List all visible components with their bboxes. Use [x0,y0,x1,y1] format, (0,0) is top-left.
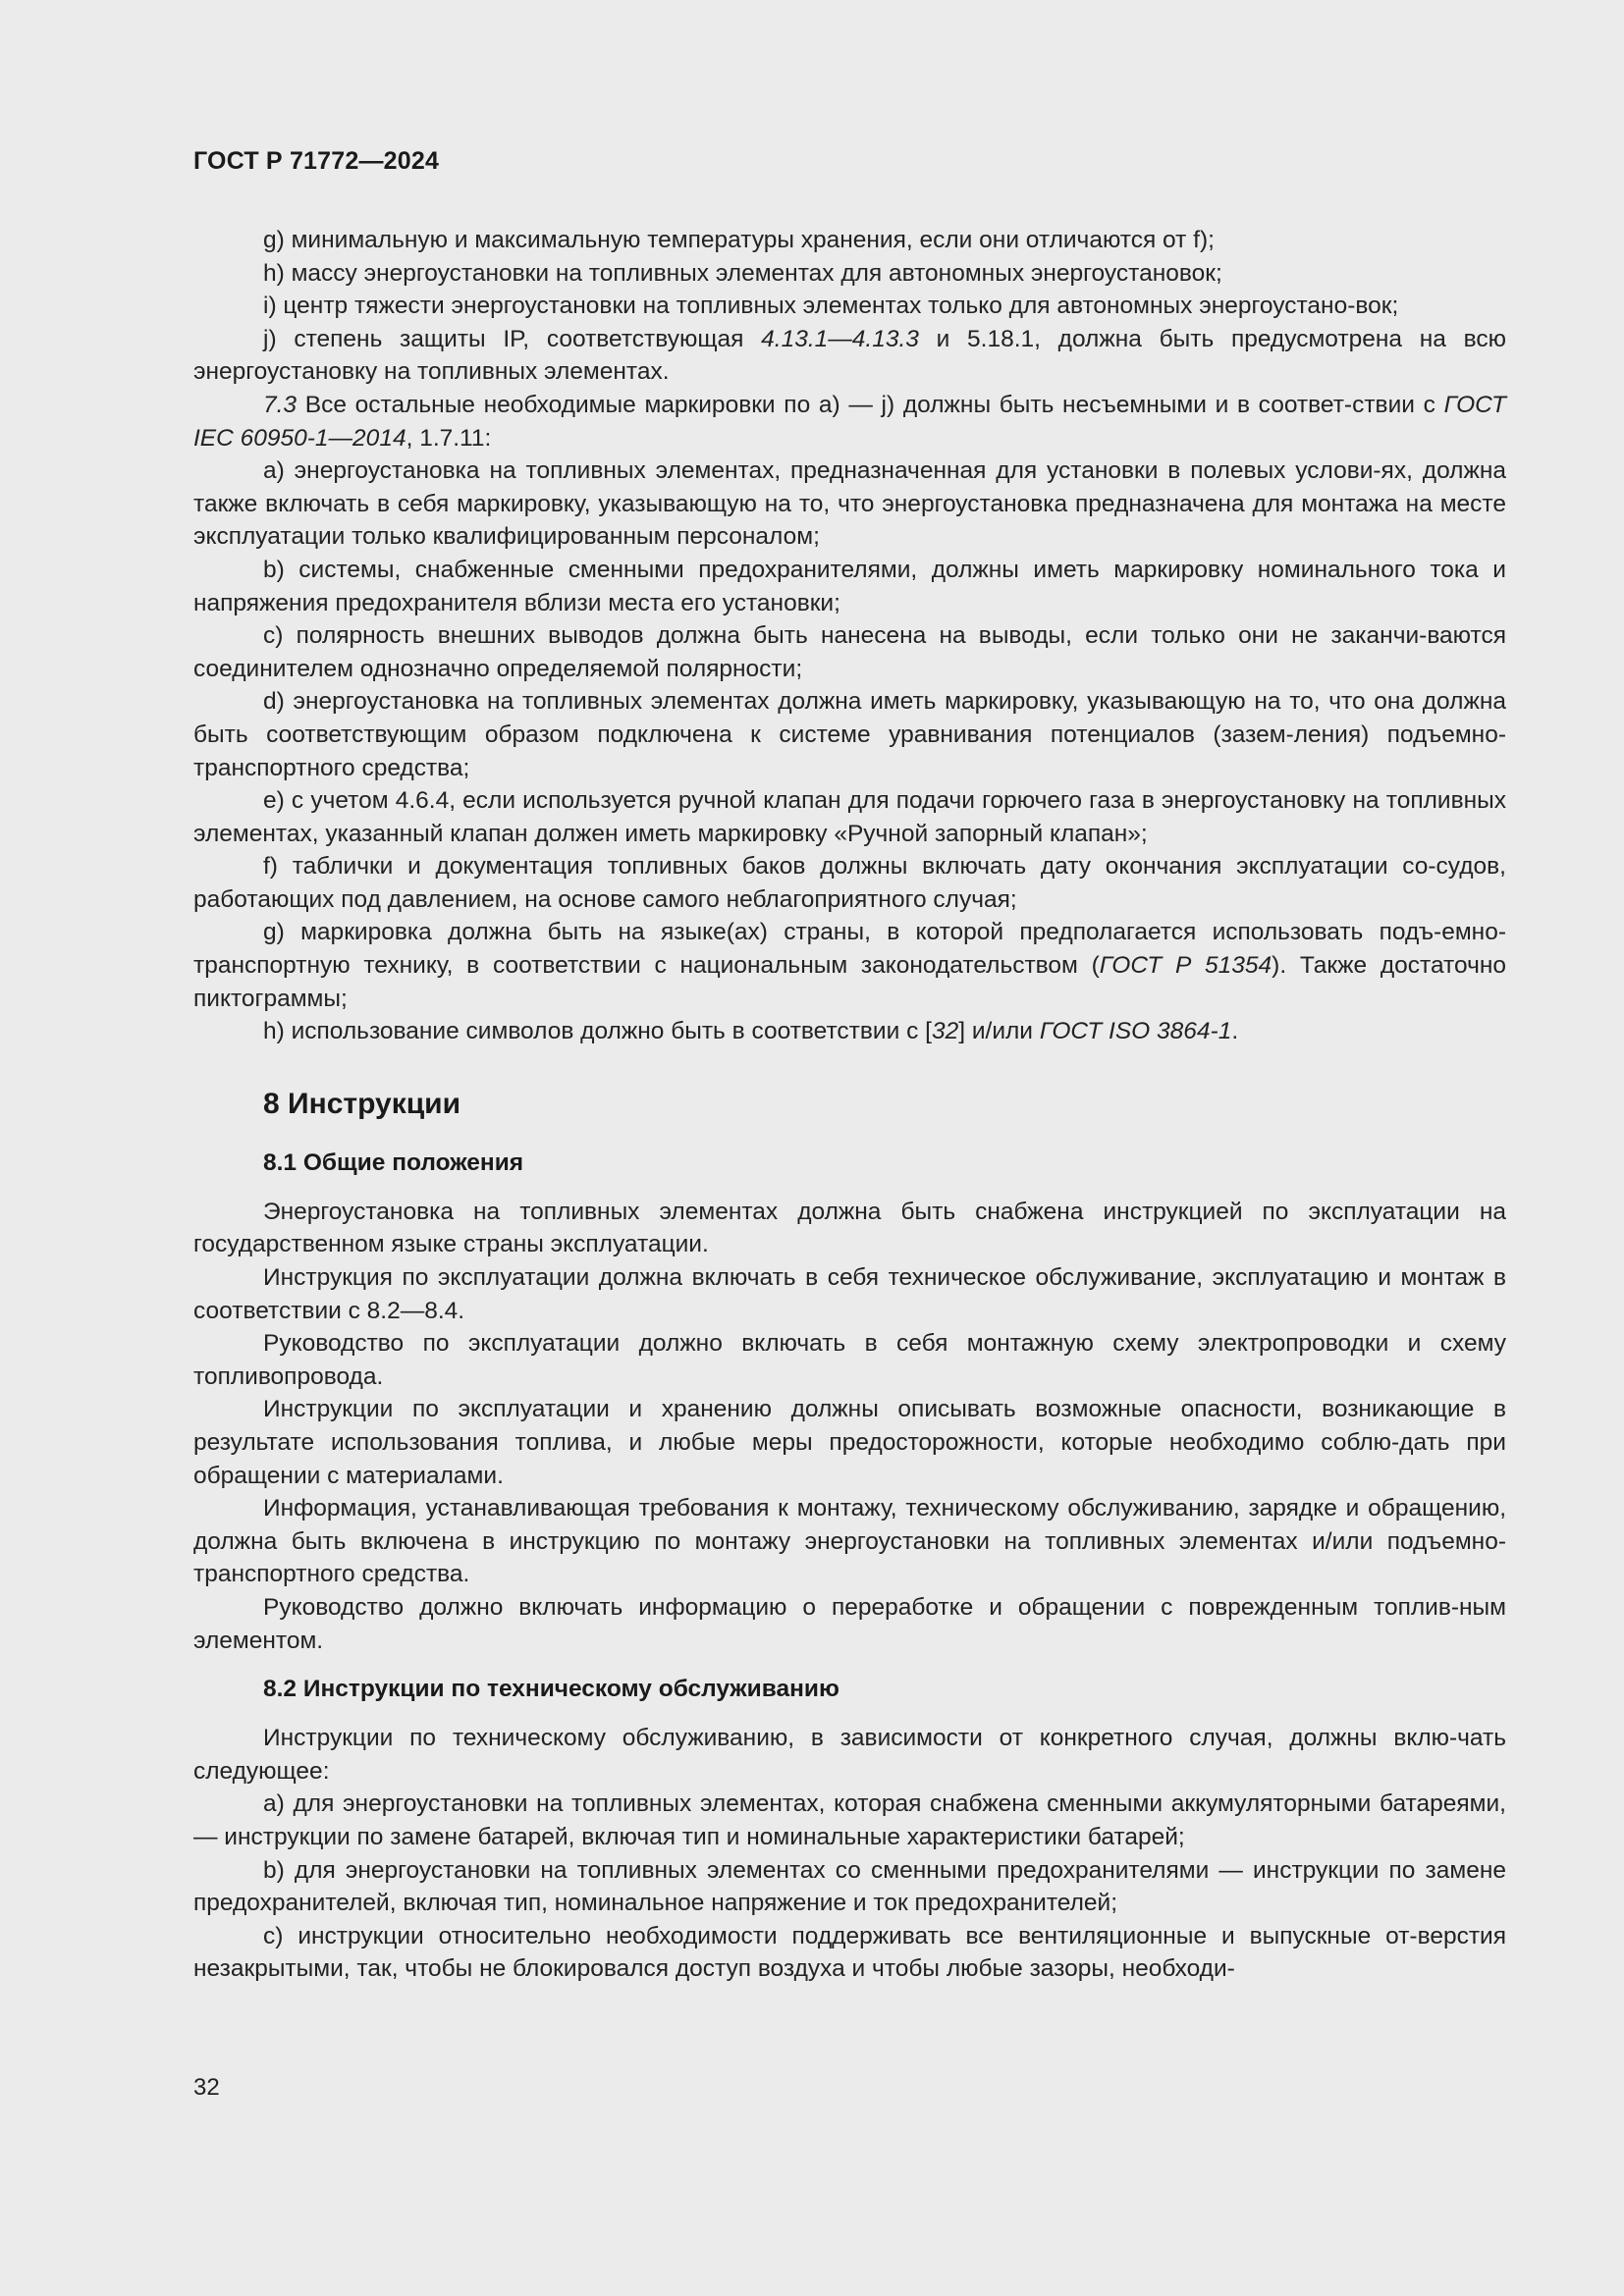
list-item-c: c) инструкции относительно необходимости поддерживать все вентиляционные и выпускные от-верстия незакрытыми, так, чтобы не блокировался доступ воздуха и чтобы любые зазоры, необходи- [193,1922,1506,1983]
paragraph: Инструкции по техническому обслуживанию, в зависимости от конкретного случая, должны вклю-чать следующее: [193,1725,1506,1785]
document-code-header: ГОСТ Р 71772—2024 [193,147,440,175]
paragraph: Энергоустановка на топливных элементах должна быть снабжена инструкцией по эксплуатации на государственном языке страны эксплуатации. [193,1198,1506,1258]
list-item-f: f) таблички и документация топливных баков должны включать дату окончания эксплуатации со-судов, работающих под давлением, на основе самого неблагоприятного случая; [193,853,1506,913]
list-item-e: e) с учетом 4.6.4, если используется ручной клапан для подачи горючего газа в энергоустановку на топливных элементах, указанный клапан должен иметь маркировку «Ручной запорный клапан»; [193,787,1506,847]
reference-standard: ГОСТ IEC 60950-1—2014 [193,391,1506,452]
page-body [193,224,1506,1986]
paragraph-item-j-ip: j) степень защиты IP, соответствующая 4.13.1—4.13.3 и 5.18.1, должна быть предусмотрена на всю энергоустановку на топливных элементах. [193,325,1506,386]
page-number: 32 [193,2074,220,2101]
list-item-a: a) энергоустановка на топливных элементах, предназначенная для установки в полевых услови-ях, должна также включать в себя маркировку, указывающую на то, что энергоустановка предназначена для монтажа на месте эксплуатации только квалифицированным персоналом; [193,457,1506,551]
reference-clauses: 4.13.1—4.13.3 [761,325,919,352]
paragraph-item-i-gravity: i) центр тяжести энергоустановки на топливных элементах только для автономных энергоустано-вок; [263,293,1399,320]
list-item-a: a) для энергоустановки на топливных элементах, которая снабжена сменными аккумуляторными батареями, — инструкции по замене батарей, включая тип и номинальные характеристики батарей; [193,1790,1506,1850]
clause-7-3: 7.3 Все остальные необходимые маркировки по a) — j) должны быть несъемными и в соответ-ствии с ГОСТ IEC 60950-1—2014, 1.7.11: [193,391,1506,452]
subsection-title-general: 8.1 Общие положения [263,1148,524,1176]
paragraph: Инструкции по эксплуатации и хранению должны описывать возможные опасности, возникающие в результате использования топлива, и любые меры предосторожности, которые необходимо соблю-дать при обращении с материалами. [193,1396,1506,1489]
section-title: 8 Инструкции [263,1087,461,1120]
reference-bibliography: 32 [931,1018,959,1045]
paragraph: Руководство по эксплуатации должно включать в себя монтажную схему электропроводки и схему топливопровода. [193,1330,1506,1390]
paragraph: Руководство должно включать информацию о переработке и обращении с поврежденным топлив-ным элементом. [193,1593,1506,1654]
clause-number: 7.3 [263,391,298,418]
subsection-title-maintenance: 8.2 Инструкции по техническому обслуживанию [263,1676,839,1703]
paragraph-item-h-mass: h) массу энергоустановки на топливных элементах для автономных энергоустановок; [263,259,1222,287]
reference-standard: ГОСТ Р 51354 [1099,952,1272,980]
list-item-b: b) системы, снабженные сменными предохранителями, должны иметь маркировку номинального тока и напряжения предохранителя вблизи места его установки; [193,556,1506,616]
list-item-d: d) энергоустановка на топливных элементах должна иметь маркировку, указывающую на то, что она должна быть соответствующим образом подключена к системе уравнивания потенциалов (зазем-ления) подъемно-транспортного средства; [193,688,1506,781]
paragraph: Инструкция по эксплуатации должна включать в себя техническое обслуживание, эксплуатацию и монтаж в соответствии с 8.2—8.4. [193,1264,1506,1324]
list-item-c: c) полярность внешних выводов должна быть нанесена на выводы, если только они не заканчи-ваются соединителем однозначно определяемой полярности; [193,622,1506,682]
reference-standard: ГОСТ ISO 3864-1 [1039,1018,1232,1045]
list-item-b: b) для энергоустановки на топливных элементах со сменными предохранителями — инструкции по замене предохранителей, включая тип, номинальное напряжение и ток предохранителей; [193,1856,1506,1917]
paragraph-item-g-storage: g) минимальную и максимальную температуры хранения, если они отличаются от f); [263,227,1215,253]
paragraph: Информация, устанавливающая требования к монтажу, техническому обслуживанию, зарядке и обращению, должна быть включена в инструкцию по монтажу энергоустановки на топливных элементах и/или подъемно-транспортного средства. [193,1495,1506,1588]
list-item-g: g) маркировка должна быть на языке(ах) страны, в которой предполагается использовать подъ-емно-транспортную технику, в соответствии с национальным законодательством (ГОСТ Р 51354). Также достаточно пиктограммы; [193,919,1506,1012]
list-item-h: h) использование символов должно быть в соответствии с [32] и/или ГОСТ ISO 3864-1. [263,1018,1239,1045]
